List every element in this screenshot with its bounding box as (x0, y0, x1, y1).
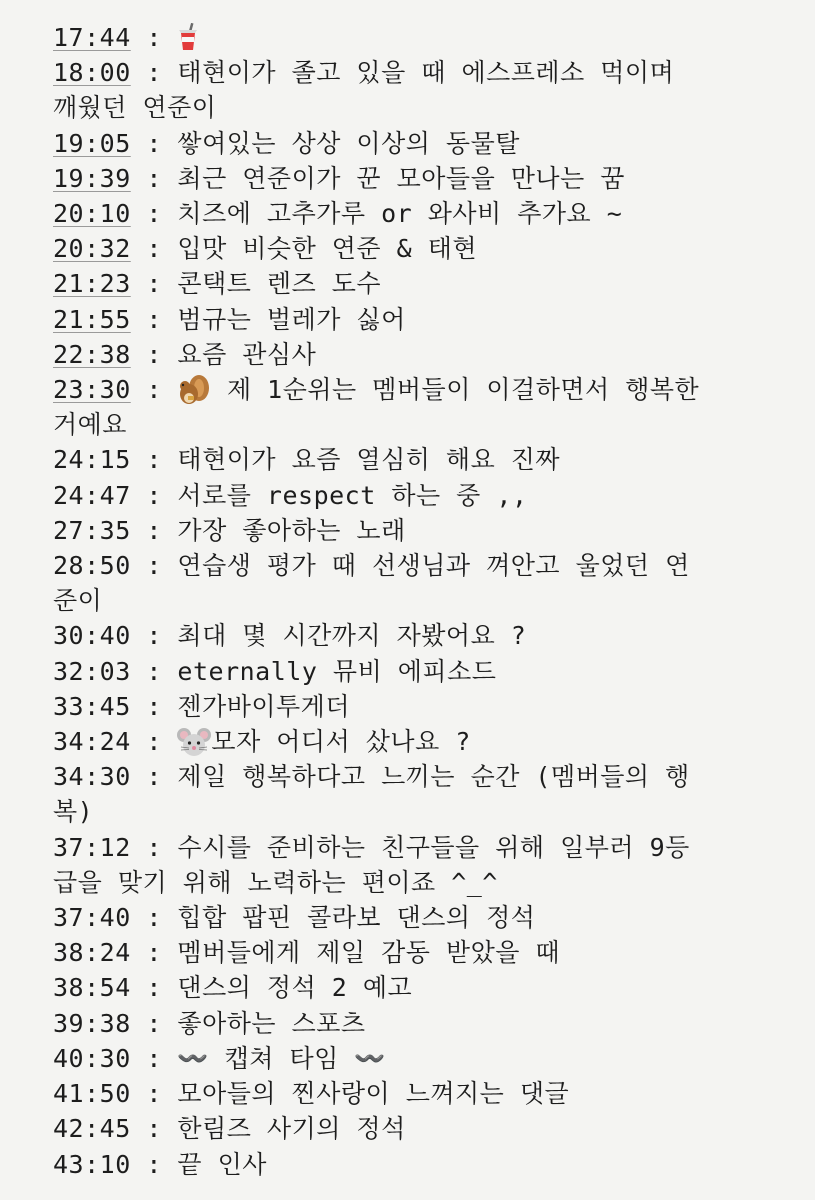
entry-text: 멤버들에게 제일 감동 받았을 때 (177, 938, 561, 968)
entry-text: 좋아하는 스포츠 (177, 1008, 366, 1038)
separator: : (130, 762, 178, 792)
separator: : (130, 656, 178, 686)
separator: : (130, 973, 178, 1003)
entry-text: 캡쳐 타임 (224, 1043, 339, 1073)
timestamp-entry (53, 20, 793, 55)
separator: : (130, 621, 178, 651)
timestamp-entry (53, 935, 793, 970)
timestamp-entry (53, 302, 793, 337)
entry-text: 수시를 준비하는 친구들을 위해 일부러 9등 (177, 832, 690, 862)
timestamp-entry (53, 231, 793, 266)
timestamp-entry (53, 1111, 793, 1146)
timestamp-entry (53, 900, 793, 935)
wavy-dash-icon: 〰️ (177, 1043, 210, 1073)
entry-text: 젠가바이투게더 (177, 691, 350, 721)
separator: : (130, 234, 178, 264)
timestamp-entry (53, 654, 793, 689)
separator: : (130, 727, 178, 757)
timestamp[interactable]: 22:38 (53, 339, 131, 369)
timestamp-entry (53, 618, 793, 653)
separator: : (130, 269, 178, 299)
separator: : (130, 1114, 178, 1144)
timestamp[interactable]: 28:50 (53, 551, 131, 581)
timestamp[interactable]: 24:15 (53, 445, 131, 475)
timestamp[interactable]: 42:45 (53, 1114, 131, 1144)
timestamp-entry (53, 1076, 793, 1111)
timestamp[interactable]: 39:38 (53, 1008, 131, 1038)
timestamp[interactable]: 19:05 (53, 128, 131, 158)
entry-text: 입맛 비슷한 연준 & 태현 (177, 234, 478, 264)
separator: : (130, 304, 178, 334)
timestamp[interactable]: 37:12 (53, 832, 131, 862)
separator: : (130, 1008, 178, 1038)
entry-text-continuation: 깨웠던 연준이 (53, 93, 217, 123)
separator: : (130, 832, 178, 862)
chipmunk-icon (177, 375, 211, 404)
timestamp-entry (53, 478, 793, 513)
timestamp-entry (53, 372, 793, 442)
timestamp-entry (53, 126, 793, 161)
timestamp[interactable]: 38:24 (53, 938, 131, 968)
entry-text-continuation: 복) (53, 797, 94, 827)
entry-text: 제일 행복하다고 느끼는 순간 (멤버들의 행 (177, 762, 690, 792)
entry-text-continuation: 준이 (53, 586, 103, 616)
separator: : (130, 903, 178, 933)
separator: : (130, 23, 178, 52)
entry-text: 한림즈 사기의 정석 (177, 1114, 406, 1144)
timestamp[interactable]: 41:50 (53, 1079, 131, 1109)
timestamp[interactable]: 40:30 (53, 1043, 131, 1073)
separator: : (130, 551, 178, 581)
timestamp-entry (53, 442, 793, 477)
separator: : (130, 375, 178, 405)
timestamp-entry (53, 55, 793, 125)
entry-text: 치즈에 고추가루 or 와사비 추가요 ~ (177, 199, 623, 229)
timestamp[interactable]: 43:10 (53, 1149, 131, 1179)
separator: : (130, 339, 178, 369)
separator: : (130, 199, 178, 229)
timestamp[interactable]: 32:03 (53, 656, 131, 686)
entry-text: 댄스의 정석 2 예고 (177, 973, 413, 1003)
timestamp[interactable]: 24:47 (53, 480, 131, 510)
separator: : (130, 58, 178, 88)
timestamp[interactable]: 23:30 (53, 375, 131, 405)
separator: : (130, 1043, 178, 1073)
timestamp-entry (53, 266, 793, 301)
timestamp[interactable]: 38:54 (53, 973, 131, 1003)
timestamp[interactable]: 33:45 (53, 691, 131, 721)
separator: : (130, 128, 178, 158)
timestamp[interactable]: 18:00 (53, 58, 131, 88)
timestamp-entry (53, 689, 793, 724)
entry-text: 쌓여있는 상상 이상의 동물탈 (177, 128, 520, 158)
timestamp[interactable]: 20:32 (53, 234, 131, 264)
entry-text: 태현이가 요즘 열심히 해요 진짜 (177, 445, 561, 475)
timestamp[interactable]: 20:10 (53, 199, 131, 229)
entry-text: 가장 좋아하는 노래 (177, 515, 406, 545)
entry-text-continuation: 거예요 (53, 410, 127, 440)
timestamp[interactable]: 37:40 (53, 903, 131, 933)
separator: : (130, 938, 178, 968)
timestamp-entry (53, 724, 793, 759)
timestamp-list (53, 20, 793, 1182)
timestamp-entry (53, 196, 793, 231)
timestamp[interactable]: 21:23 (53, 269, 131, 299)
timestamp-entry (53, 830, 793, 900)
entry-text: 콘택트 렌즈 도수 (177, 269, 382, 299)
timestamp-entry (53, 548, 793, 618)
timestamp[interactable]: 34:24 (53, 727, 131, 757)
separator: : (130, 515, 178, 545)
entry-text: 연습생 평가 때 선생님과 껴안고 울었던 연 (177, 551, 690, 581)
timestamp[interactable]: 21:55 (53, 304, 131, 334)
timestamp-entry (53, 1147, 793, 1182)
separator: : (130, 1149, 178, 1179)
separator: : (130, 480, 178, 510)
entry-text: 태현이가 졸고 있을 때 에스프레소 먹이며 (177, 58, 675, 88)
entry-text: 힙합 팝핀 콜라보 댄스의 정석 (177, 903, 536, 933)
entry-text: 모아들의 찐사랑이 느껴지는 댓글 (177, 1079, 570, 1109)
timestamp-entry (53, 337, 793, 372)
separator: : (130, 445, 178, 475)
timestamp[interactable]: 30:40 (53, 621, 131, 651)
entry-text: 모자 어디서 샀나요 ? (211, 727, 471, 757)
entry-text: 서로를 respect 하는 중 ,, (177, 480, 528, 510)
separator: : (130, 691, 178, 721)
drink-cup-icon (177, 23, 199, 52)
mouse-face-icon (177, 727, 211, 756)
timestamp-entry (53, 759, 793, 829)
entry-text: eternally 뮤비 에피소드 (177, 656, 497, 686)
timestamp[interactable]: 17:44 (53, 23, 131, 52)
timestamp-entry (53, 513, 793, 548)
timestamp[interactable]: 19:39 (53, 163, 131, 193)
timestamp[interactable]: 27:35 (53, 515, 131, 545)
entry-text: 최근 연준이가 꾼 모아들을 만나는 꿈 (177, 163, 625, 193)
timestamp-entry (53, 970, 793, 1005)
entry-text: 요즘 관심사 (177, 339, 317, 369)
timestamp[interactable]: 34:30 (53, 762, 131, 792)
entry-text: 끝 인사 (177, 1149, 267, 1179)
entry-text-continuation: 급을 맞기 위해 노력하는 편이죠 ^_^ (53, 867, 498, 897)
timestamp-entry (53, 1041, 793, 1076)
entry-text: 범규는 벌레가 싫어 (177, 304, 406, 334)
timestamp-entry (53, 1006, 793, 1041)
separator: : (130, 163, 178, 193)
timestamp-entry (53, 161, 793, 196)
entry-text: 제 1순위는 멤버들이 이걸하면서 행복한 (226, 375, 700, 405)
wavy-dash-icon: 〰️ (354, 1043, 386, 1073)
separator: : (130, 1079, 178, 1109)
entry-text: 최대 몇 시간까지 자봤어요 ? (177, 621, 527, 651)
